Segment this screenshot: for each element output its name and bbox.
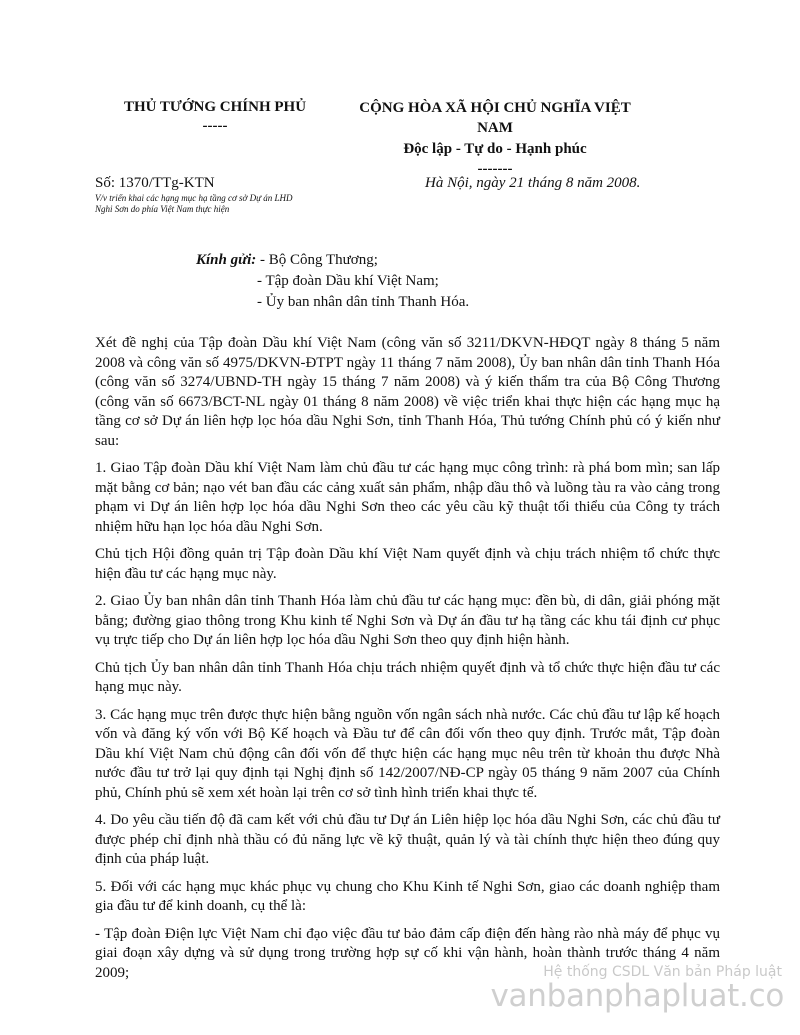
document-body bbox=[95, 334, 720, 991]
recipient-item: - Bộ Công Thương; bbox=[260, 252, 378, 268]
national-header bbox=[345, 98, 645, 179]
subject-line-2: Nghi Sơn do phía Việt Nam thực hiện bbox=[95, 204, 230, 214]
national-title-line1: CỘNG HÒA XÃ HỘI CHỦ NGHĨA VIỆT bbox=[359, 100, 631, 116]
watermark-site: vanbanphapluat.co bbox=[490, 978, 784, 1014]
recipients-label: Kính gửi: bbox=[196, 252, 257, 268]
national-title-line2: NAM bbox=[477, 120, 513, 136]
national-motto: Độc lập - Tự do - Hạnh phúc bbox=[403, 141, 587, 157]
document-date: Hà Nội, ngày 21 tháng 8 năm 2008. bbox=[425, 175, 641, 191]
body-paragraph: Chủ tịch Hội đồng quản trị Tập đoàn Dầu khí Việt Nam quyết định và chịu trách nhiệm tổ chức thực hiện đầu tư các hạng mục này. bbox=[95, 546, 720, 582]
watermark-caption: Hệ thống CSDL Văn bản Pháp luật bbox=[543, 964, 782, 980]
recipients-block bbox=[196, 250, 469, 313]
document-number: Số: 1370/TTg-KTN bbox=[95, 175, 215, 191]
issuer-title: THỦ TƯỚNG CHÍNH PHỦ bbox=[123, 99, 307, 115]
body-paragraph: 3. Các hạng mục trên được thực hiện bằng nguồn vốn ngân sách nhà nước. Các chủ đầu tư lập kế hoạch vốn và đăng ký vốn với Bộ Kế hoạch và Đầu tư để cân đối vốn theo quy định. Trước mắt, Tập đoàn Dầu khí Việt Nam chủ động cân đối vốn để thực hiện các hạng mục nêu trên từ khoản thu được Nhà nước đầu tư trở lại quy định tại Nghị định số 142/2007/NĐ-CP ngày 05 tháng 9 năm 2007 của Chính phủ, Chính phủ sẽ xem xét hoàn lại trên cơ sở tình hình triển khai thực tế. bbox=[95, 706, 720, 801]
body-paragraph: 4. Do yêu cầu tiến độ đã cam kết với chủ đầu tư Dự án Liên hiệp lọc hóa dầu Nghi Sơn, các chủ đầu tư được phép chỉ định nhà thầu có đủ năng lực về kỹ thuật, quản lý và tài chính thực hiện theo đúng quy định của pháp luật. bbox=[95, 812, 720, 867]
recipient-item: - Tập đoàn Dầu khí Việt Nam; bbox=[257, 273, 439, 289]
national-rule: ------- bbox=[477, 161, 513, 177]
body-paragraph: 2. Giao Ủy ban nhân dân tỉnh Thanh Hóa làm chủ đầu tư các hạng mục: đền bù, di dân, giải phóng mặt bằng; đường giao thông trong Khu kinh tế Nghi Sơn và Dự án đầu tư hạ tầng các khu tái định cư phục vụ trực tiếp cho Dự án liên hợp lọc hóa dầu Nghi Sơn theo quy định hiện hành. bbox=[95, 593, 720, 648]
recipient-item: - Ủy ban nhân dân tỉnh Thanh Hóa. bbox=[257, 294, 470, 310]
document-subject bbox=[95, 193, 365, 215]
body-paragraph: 5. Đối với các hạng mục khác phục vụ chung cho Khu Kinh tế Nghi Sơn, giao các doanh nghiệp tham gia đầu tư để kinh doanh, cụ thể là: bbox=[95, 878, 720, 914]
issuer-rule: ----- bbox=[202, 118, 228, 134]
issuer-header bbox=[95, 98, 335, 136]
body-paragraph: Chủ tịch Ủy ban nhân dân tỉnh Thanh Hóa chịu trách nhiệm quyết định và tổ chức thực hiện đầu tư các hạng mục này. bbox=[95, 659, 720, 695]
subject-line-1: V/v triển khai các hạng mục hạ tầng cơ sở Dự án LHD bbox=[95, 193, 293, 203]
body-paragraph: Xét đề nghị của Tập đoàn Dầu khí Việt Nam (công văn số 3211/DKVN-HĐQT ngày 8 tháng 5 năm 2008 và công văn số 4975/DKVN-ĐTPT ngày 11 tháng 7 năm 2008), Ủy ban nhân dân tỉnh Thanh Hóa (công văn số 3274/UBND-TH ngày 15 tháng 7 năm 2008) và ý kiến thẩm tra của Bộ Công Thương (công văn số 6673/BCT-NL ngày 01 tháng 8 năm 2008) về việc triển khai thực hiện các hạng mục hạ tầng cơ sở Dự án liên hợp lọc hóa dầu Nghi Sơn, tỉnh Thanh Hóa, Thủ tướng Chính phủ có ý kiến như sau: bbox=[95, 335, 720, 449]
body-paragraph: 1. Giao Tập đoàn Dầu khí Việt Nam làm chủ đầu tư các hạng mục công trình: rà phá bom mìn; san lấp mặt bằng cơ bản; nạo vét ban đầu các cảng xuất sản phẩm, nhập dầu thô và luồng tàu ra vào cảng trong phạm vi Dự án liên hợp lọc hóa dầu Nghi Sơn theo các yêu cầu kỹ thuật tối thiểu của Công ty trách nhiệm hữu hạn lọc hóa dầu Nghi Sơn. bbox=[95, 460, 720, 535]
body-paragraph: - Tập đoàn Điện lực Việt Nam chỉ đạo việc đầu tư bảo đảm cấp điện đến hàng rào nhà máy để phục vụ giai đoạn xây dựng và sử dụng trong trường hợp sự cố khi vận hành, hoàn thành trước tháng 4 năm 2009; bbox=[95, 925, 720, 981]
